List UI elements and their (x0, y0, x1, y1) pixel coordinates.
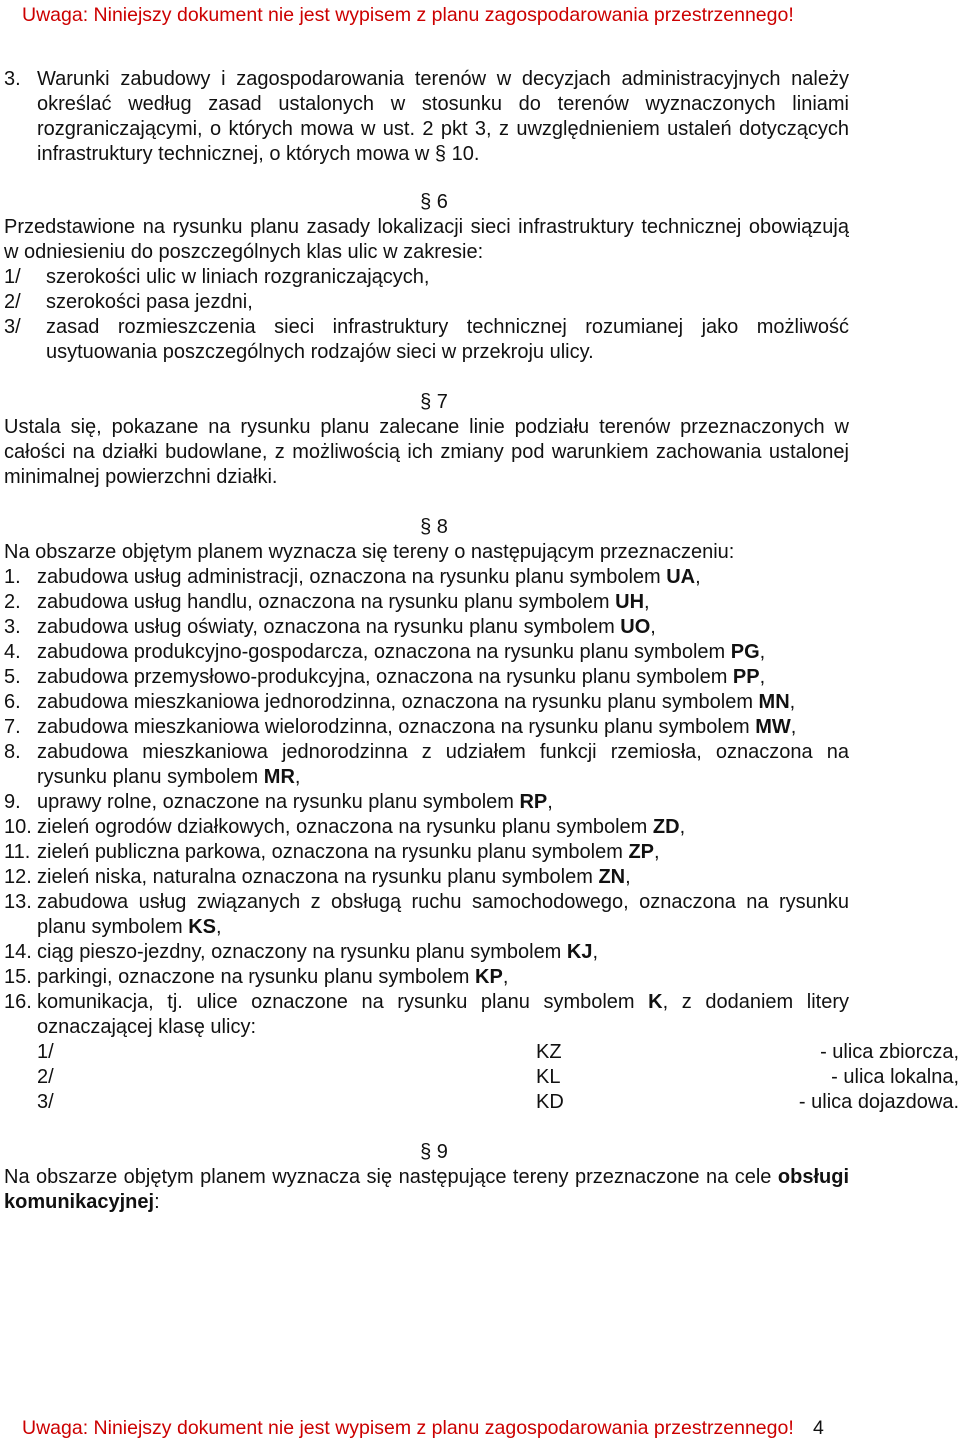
street-class-desc: - ulica dojazdowa. (798, 1091, 959, 1113)
section-8-item-symbol: KS (188, 916, 216, 938)
section-8-item-text (37, 890, 849, 940)
section-9-text-main: Na obszarze objętym planem wyznacza się następujące tereny przeznaczone na cele (4, 1166, 778, 1188)
section-8-item-symbol: UH (615, 591, 645, 613)
intro-number: 3. (4, 68, 21, 90)
section-8-item-symbol: MN (758, 691, 790, 713)
section-8-item-desc: zabudowa produkcyjno-gospodarcza, oznaczona na rysunku planu symbolem (37, 641, 731, 663)
section-8-item-number: 5. (4, 666, 21, 688)
section-8-item-symbol: MW (755, 716, 791, 738)
section-8-item-end: , (644, 591, 650, 613)
section-8-item-text (37, 965, 849, 990)
section-8-item-desc: zabudowa usług oświaty, oznaczona na rysunku planu symbolem (37, 616, 621, 638)
section-8-item-end: , (679, 816, 686, 838)
section-8-item-text (37, 590, 849, 615)
section-8-item-desc: zabudowa usług administracji, oznaczona na rysunku planu symbolem (37, 566, 667, 588)
section-8-item-end: , (654, 841, 660, 863)
section-8-item (4, 715, 849, 740)
section-8-item-number: 8. (4, 741, 21, 763)
section-9-text-bold: obsługi komunikacyjnej (4, 1166, 849, 1213)
section-9-text-end: : (154, 1191, 160, 1213)
street-class-number: 2/ (37, 1066, 54, 1088)
street-class-code: KZ (536, 1041, 562, 1063)
section-8-item-number: 15. (4, 966, 32, 988)
section-8-item-text (37, 690, 849, 715)
section-8-item-symbol: PP (732, 666, 760, 688)
street-class-number: 1/ (37, 1041, 54, 1063)
section-8-item-symbol: K (648, 991, 663, 1013)
section-8-item-desc: zabudowa przemysłowo-produkcyjna, oznaczona na rysunku planu symbolem (37, 666, 733, 688)
warning-header: Uwaga: Niniejszy dokument nie jest wypisem z planu zagospodarowania przestrzennego! (22, 4, 794, 26)
section-8-item-symbol: PG (730, 641, 760, 663)
section-8-item-desc: zabudowa mieszkaniowa jednorodzinna z udziałem funkcji rzemiosła, oznaczona na rysunku planu symbolem (37, 741, 849, 788)
section-8-item (4, 990, 849, 1040)
section-8-item (4, 565, 849, 590)
section-8-item-end: , (650, 616, 656, 638)
section-6-list (4, 265, 849, 365)
section-8-item (4, 965, 849, 990)
section-8-item (4, 815, 849, 840)
section-8-item-symbol: UA (666, 566, 696, 588)
section-7-title: § 7 (420, 391, 448, 413)
section-8-item-end: , (625, 866, 631, 888)
section-8-item-text (37, 790, 849, 815)
section-8-item-text (37, 565, 849, 590)
section-8-item-number: 2. (4, 591, 21, 613)
section-8-item-desc: zieleń niska, naturalna oznaczona na rysunku planu symbolem (37, 866, 599, 888)
section-9-text (4, 1165, 849, 1215)
section-8-list (4, 565, 849, 1040)
intro-paragraph (4, 67, 849, 167)
section-8-item-desc: zieleń publiczna parkowa, oznaczona na rysunku planu symbolem (37, 841, 629, 863)
section-8-item-end: , (790, 716, 797, 738)
section-8-item (4, 665, 849, 690)
section-8-item-text (37, 740, 849, 790)
section-8-item (4, 840, 849, 865)
section-8-item-end: , (547, 791, 553, 813)
section-8-item-number: 13. (4, 891, 32, 913)
section-8-item (4, 865, 849, 890)
section-8-item-desc: komunikacja, tj. ulice oznaczone na rysunku planu symbolem (37, 991, 649, 1013)
section-8-item (4, 590, 849, 615)
spacer (4, 365, 849, 390)
section-8-item-desc: zieleń ogrodów działkowych, oznaczona na rysunku planu symbolem (37, 816, 653, 838)
document-body (4, 67, 959, 1215)
section-8-item (4, 790, 849, 815)
street-class-row (4, 1065, 959, 1090)
section-8-item-symbol: RP (519, 791, 548, 813)
street-class-code: KL (536, 1066, 561, 1088)
spacer (4, 490, 849, 515)
section-8-item (4, 740, 849, 790)
section-6-item-number: 2/ (4, 291, 21, 313)
section-6-item-number: 3/ (4, 316, 21, 338)
section-8-item-text (37, 840, 849, 865)
section-8-item-symbol: ZP (628, 841, 655, 863)
section-8-item-desc: uprawy rolne, oznaczone na rysunku planu symbolem (37, 791, 520, 813)
section-8-item-text (37, 865, 849, 890)
section-8-item-number: 11. (4, 841, 31, 863)
spacer (4, 167, 849, 190)
section-8-item-symbol: MR (263, 766, 295, 788)
section-8-item-text (37, 815, 849, 840)
section-8-item (4, 890, 849, 940)
section-6-item-text: zasad rozmieszczenia sieci infrastruktury technicznej rozumianej jako możliwość usytuowania poszczególnych rodzajów sieci w przekroju ulicy. (46, 316, 849, 363)
section-8-item-desc: parkingi, oznaczone na rysunku planu symbolem (37, 966, 476, 988)
section-9-title: § 9 (420, 1141, 448, 1163)
section-8-item-end: , (294, 766, 301, 788)
section-8-item-symbol: KP (475, 966, 503, 988)
street-class-code: KD (536, 1091, 564, 1113)
section-8-item (4, 640, 849, 665)
section-6-item (4, 265, 849, 290)
section-8-item-desc: ciąg pieszo-jezdny, oznaczony na rysunku planu symbolem (37, 941, 567, 963)
section-6-item (4, 315, 849, 365)
section-6-item (4, 290, 849, 315)
warning-footer: Uwaga: Niniejszy dokument nie jest wypisem z planu zagospodarowania przestrzennego! (22, 1417, 794, 1439)
section-8-item-number: 3. (4, 616, 21, 638)
section-7-text: Ustala się, pokazane na rysunku planu zalecane linie podziału terenów przeznaczonych w całości na działki budowlane, z możliwością ich zmiany pod warunkiem zachowania ustalonej minimalnej powierzchni działki. (4, 416, 849, 488)
section-8-item-desc: zabudowa mieszkaniowa wielorodzinna, oznaczona na rysunku planu symbolem (37, 716, 756, 738)
section-8-item-desc: zabudowa mieszkaniowa jednorodzinna, oznaczona na rysunku planu symbolem (37, 691, 759, 713)
section-8-item-number: 1. (4, 566, 21, 588)
section-8-item (4, 690, 849, 715)
section-8-item-text (37, 640, 849, 665)
section-6-item-text: szerokości pasa jezdni, (46, 291, 253, 313)
section-8-item-number: 7. (4, 716, 21, 738)
page-number: 4 (813, 1417, 824, 1439)
section-8-item-end: , z dodaniem litery oznaczającej klasę ulicy: (37, 991, 850, 1038)
section-8-item-end: , (592, 941, 599, 963)
section-8-item-end: , (502, 966, 509, 988)
section-6-lead: Przedstawione na rysunku planu zasady lokalizacji sieci infrastruktury technicznej obowiązują w odniesieniu do poszczególnych klas ulic w zakresie: (4, 216, 849, 263)
section-8-item-end: , (759, 666, 766, 688)
intro-text: Warunki zabudowy i zagospodarowania terenów w decyzjach administracyjnych należy określać według zasad ustalonych w stosunku do terenów wyznaczonych liniami rozgraniczającymi, o których mowa w ust. 2 pkt 3, z uwzględnieniem ustaleń dotyczących infrastruktury technicznej, o których mowa w § 10. (37, 68, 849, 165)
section-8-item-text (37, 990, 849, 1040)
section-8-item-end: , (759, 641, 766, 663)
section-8-item-end: , (215, 916, 222, 938)
section-8-item-number: 12. (4, 866, 32, 888)
section-8-item-end: , (789, 691, 796, 713)
section-8-item-number: 10. (4, 816, 32, 838)
section-8-item-symbol: UO (620, 616, 651, 638)
section-8-item (4, 615, 849, 640)
street-class-desc: - ulica zbiorcza, (820, 1041, 959, 1063)
section-8-item-desc: zabudowa usług związanych z obsługą ruchu samochodowego, oznaczona na rysunku planu symbolem (37, 891, 849, 938)
section-8-item-number: 16. (4, 991, 32, 1013)
street-class-desc: - ulica lokalna, (831, 1066, 959, 1088)
street-class-number: 3/ (37, 1091, 54, 1113)
section-6-item-number: 1/ (4, 266, 21, 288)
section-8-item-text (37, 665, 849, 690)
section-8-item-number: 14. (4, 941, 32, 963)
spacer (4, 1115, 849, 1140)
section-8-item-text (37, 940, 849, 965)
section-8-item-number: 4. (4, 641, 21, 663)
section-8-item-symbol: KJ (566, 941, 593, 963)
street-class-row (4, 1090, 959, 1115)
section-8-item-symbol: ZD (652, 816, 680, 838)
section-8-item (4, 940, 849, 965)
section-8-item-end: , (695, 566, 701, 588)
street-class-row (4, 1040, 959, 1065)
street-class-list (4, 1040, 959, 1115)
section-8-item-desc: zabudowa usług handlu, oznaczona na rysunku planu symbolem (37, 591, 616, 613)
section-8-title: § 8 (420, 516, 448, 538)
section-8-item-symbol: ZN (598, 866, 626, 888)
section-8-item-text (37, 615, 849, 640)
section-8-item-number: 6. (4, 691, 21, 713)
section-6-item-text: szerokości ulic w liniach rozgraniczających, (46, 266, 430, 288)
section-8-lead: Na obszarze objętym planem wyznacza się tereny o następującym przeznaczeniu: (4, 541, 735, 563)
section-8-item-text (37, 715, 849, 740)
section-8-item-number: 9. (4, 791, 21, 813)
section-6-title: § 6 (420, 191, 448, 213)
